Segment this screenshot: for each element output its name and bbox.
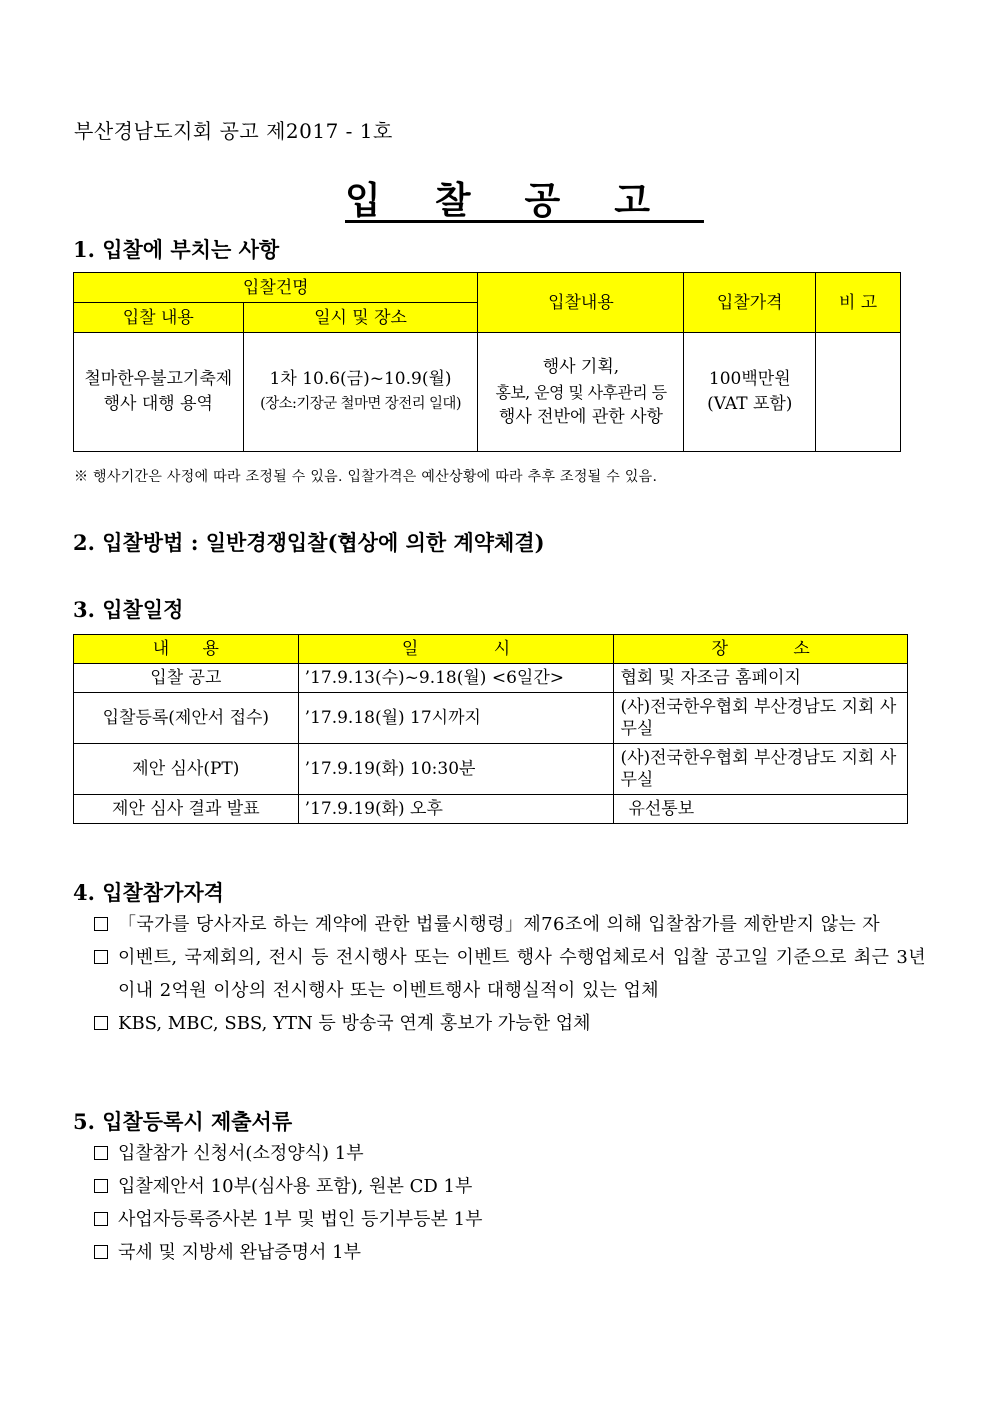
list-item xyxy=(92,1203,483,1236)
table-row xyxy=(74,664,908,693)
schedule-date: ’17.9.13(수)~9.18(월) <6일간> xyxy=(298,664,614,693)
schedule-place: (사)전국한우협회 부산경남도 지회 사무실 xyxy=(614,744,908,795)
list-item-text: 국세 및 지방세 완납증명서 1부 xyxy=(118,1242,361,1263)
checkbox-square-icon xyxy=(94,917,108,931)
table-row xyxy=(74,333,901,452)
cell-bid-name xyxy=(74,333,244,452)
table-row xyxy=(74,744,908,795)
schedule-date: ’17.9.19(화) 오후 xyxy=(298,795,614,824)
cell-line: 철마한우불고기축제 xyxy=(84,369,233,389)
documents-list xyxy=(92,1137,483,1269)
page-title: 입찰공고 xyxy=(345,178,704,222)
schedule-date: ’17.9.18(월) 17시까지 xyxy=(298,693,614,744)
cell-line: 행사 기획, xyxy=(542,356,620,377)
schedule-header-item: 내 용 xyxy=(74,635,299,664)
schedule-header-place: 장 소 xyxy=(614,635,908,664)
checkbox-square-icon xyxy=(94,950,108,964)
list-item xyxy=(92,908,926,941)
schedule-item: 입찰등록(제안서 접수) xyxy=(74,693,299,744)
cell-remark xyxy=(816,333,901,452)
checkbox-square-icon xyxy=(94,1146,108,1160)
cell-line: (장소:기장군 철마면 장전리 일대) xyxy=(260,396,461,412)
list-item xyxy=(92,1137,483,1170)
section1-heading: 1. 입찰에 부치는 사항 xyxy=(73,237,280,262)
checkbox-square-icon xyxy=(94,1212,108,1226)
cell-line: 행사 대행 용역 xyxy=(103,394,213,414)
cell-line: 홍보, 운영 및 사후관리 등 xyxy=(495,382,667,402)
qualification-list xyxy=(92,908,926,1040)
section5-heading: 5. 입찰등록시 제출서류 xyxy=(73,1109,293,1134)
cell-line: (VAT 포함) xyxy=(707,394,793,414)
list-item-text: 입찰참가 신청서(소정양식) 1부 xyxy=(118,1143,364,1164)
schedule-item: 입찰 공고 xyxy=(74,664,299,693)
table-header-price: 입찰가격 xyxy=(684,273,816,333)
bid-items-table xyxy=(73,272,901,452)
section3-heading: 3. 입찰일정 xyxy=(73,597,184,622)
cell-date-place xyxy=(243,333,478,452)
schedule-place: 협회 및 자조금 홈페이지 xyxy=(614,664,908,693)
schedule-header-date: 일 시 xyxy=(298,635,614,664)
schedule-place: 유선통보 xyxy=(614,795,908,824)
list-item-text: 「국가를 당사자로 하는 계약에 관한 법률시행령」제76조에 의해 입찰참가를 제한받지 않는 자 xyxy=(118,914,881,935)
table-header-content: 입찰내용 xyxy=(478,273,684,333)
section2-heading: 2. 입찰방법 : 일반경쟁입찰(협상에 의한 계약체결) xyxy=(73,530,545,555)
list-item-text: 입찰제안서 10부(심사용 포함), 원본 CD 1부 xyxy=(118,1176,473,1197)
cell-line: 100백만원 xyxy=(708,369,791,389)
list-item-text: KBS, MBC, SBS, YTN 등 방송국 연계 홍보가 가능한 업체 xyxy=(118,1013,591,1034)
schedule-place: (사)전국한우협회 부산경남도 지회 사무실 xyxy=(614,693,908,744)
table-subheader-content: 입찰 내용 xyxy=(74,303,244,333)
checkbox-square-icon xyxy=(94,1179,108,1193)
notice-number: 부산경남도지회 공고 제2017 - 1호 xyxy=(74,119,393,143)
table-note: ※ 행사기간은 사정에 따라 조정될 수 있음. 입찰가격은 예산상황에 따라 추후 조정될 수 있음. xyxy=(74,469,658,485)
schedule-item: 제안 심사(PT) xyxy=(74,744,299,795)
cell-line: 행사 전반에 관한 사항 xyxy=(498,406,663,427)
table-row xyxy=(74,693,908,744)
schedule-item: 제안 심사 결과 발표 xyxy=(74,795,299,824)
cell-line: 1차 10.6(금)~10.9(월) xyxy=(269,369,452,389)
list-item xyxy=(92,1170,483,1203)
list-item xyxy=(92,941,926,1007)
schedule-table xyxy=(73,634,908,824)
checkbox-square-icon xyxy=(94,1016,108,1030)
list-item xyxy=(92,1007,926,1040)
table-row xyxy=(74,795,908,824)
checkbox-square-icon xyxy=(94,1245,108,1259)
cell-price xyxy=(684,333,816,452)
cell-content xyxy=(478,333,684,452)
schedule-date: ’17.9.19(화) 10:30분 xyxy=(298,744,614,795)
table-header-remark: 비 고 xyxy=(816,273,901,333)
list-item-text: 사업자등록증사본 1부 및 법인 등기부등본 1부 xyxy=(118,1209,483,1230)
table-header-bid-name: 입찰건명 xyxy=(74,273,478,303)
section4-heading: 4. 입찰참가자격 xyxy=(73,880,224,905)
list-item xyxy=(92,1236,483,1269)
table-subheader-date-place: 일시 및 장소 xyxy=(243,303,478,333)
list-item-text: 이벤트, 국제회의, 전시 등 전시행사 또는 이벤트 행사 수행업체로서 입찰 공고일 기준으로 최근 3년 이내 2억원 이상의 전시행사 또는 이벤트행사 대행실적이 있는 업체 xyxy=(118,947,926,1001)
